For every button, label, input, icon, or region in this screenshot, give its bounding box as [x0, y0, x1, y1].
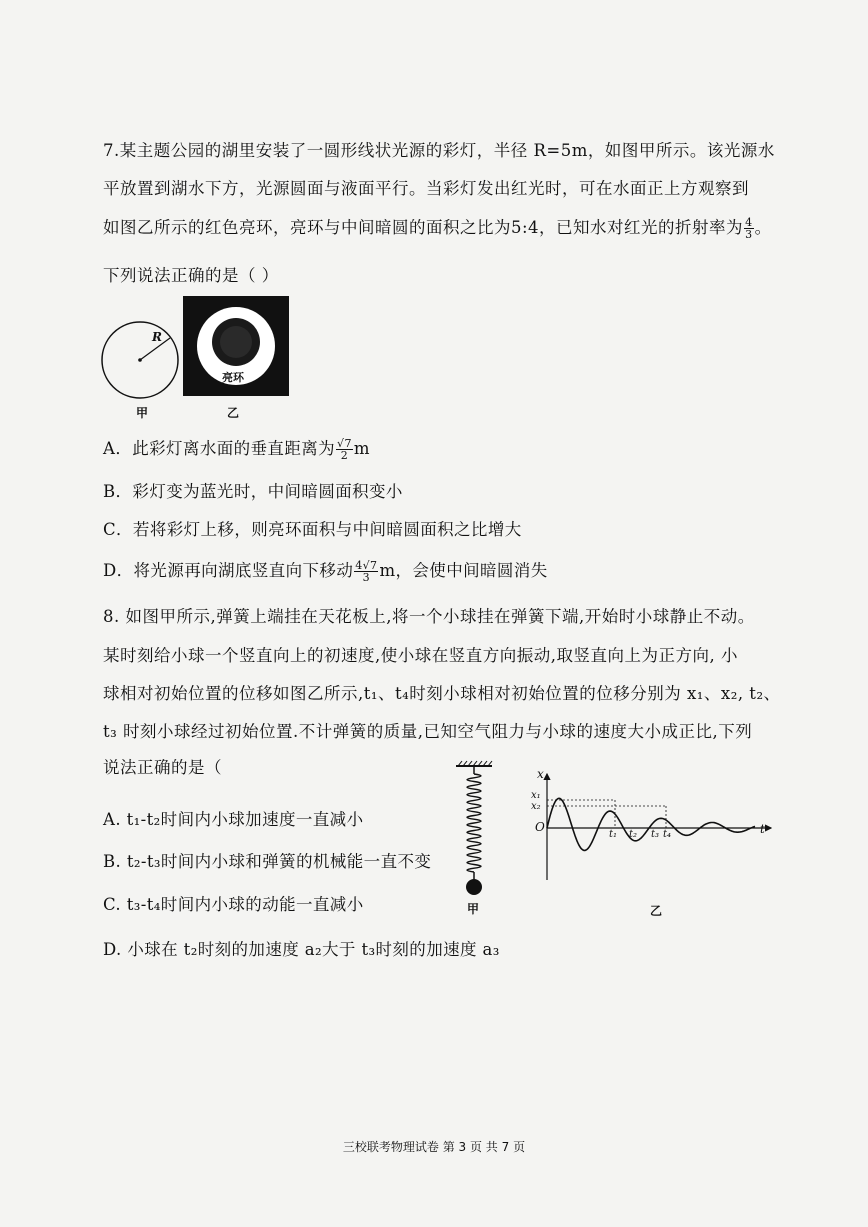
q7-option-c: C．若将彩灯上移，则亮环面积与中间暗圆面积之比增大 — [103, 520, 522, 539]
graph-x1-label: x₁ — [531, 790, 541, 801]
q8-fig-yi-label: 乙 — [650, 904, 663, 918]
refractive-index-denominator: 3 — [745, 228, 753, 241]
spring-coil — [467, 774, 481, 872]
center-point — [138, 358, 142, 362]
page-footer: 三校联考物理试卷 第 3 页 共 7 页 — [342, 1140, 526, 1154]
ring-label: 亮环 — [222, 371, 244, 384]
q7-option-a-text: A．此彩灯离水面的垂直距离为 — [103, 439, 336, 458]
q7-line-3 — [103, 214, 772, 240]
q7-option-d — [103, 557, 548, 583]
graph-t4-label: t₄ — [663, 829, 672, 840]
graph-t-label: t — [760, 822, 765, 836]
q7-line-3-text: 如图乙所示的红色亮环，亮环与中间暗圆的面积之比为5:4，已知水对红光的折射率为 — [103, 218, 744, 237]
q8-fig-jia-label: 甲 — [467, 902, 480, 916]
q7-fig-jia-label: 甲 — [136, 406, 149, 420]
q8-option-d: D. 小球在 t₂时刻的加速度 a₂大于 t₃时刻的加速度 a₃ — [103, 940, 500, 959]
q7-line-1: 7.某主题公园的湖里安装了一圆形线状光源的彩灯，半径 R=5m，如图甲所示。该光源水 — [103, 141, 775, 160]
q8-option-b: B. t₂-t₃时间内小球和弹簧的机械能一直不变 — [103, 852, 432, 871]
graph-t2-label: t₂ — [629, 829, 638, 840]
ball — [466, 879, 482, 895]
graph-t3-label: t₃ — [651, 829, 660, 840]
q7-option-d-text: D．将光源再向湖底竖直向下移动 — [103, 561, 354, 580]
q8-option-a: A. t₁-t₂时间内小球加速度一直减小 — [103, 810, 364, 829]
graph-x2-label: x₂ — [531, 801, 541, 812]
q7-prompt: 下列说法正确的是（ ） — [103, 266, 279, 285]
q7-option-a-denominator: 2 — [340, 449, 349, 462]
q8-line-1: 8. 如图甲所示,弹簧上端挂在天花板上,将一个小球挂在弹簧下端,开始时小球静止不动。 — [103, 607, 755, 626]
graph-x-label: x — [537, 767, 544, 781]
q8-option-c: C. t₃-t₄时间内小球的动能一直减小 — [103, 895, 364, 914]
q8-figure-jia-spring — [452, 760, 496, 900]
q7-option-b: B．彩灯变为蓝光时，中间暗圆面积变小 — [103, 482, 403, 501]
q7-option-a — [103, 435, 370, 461]
refractive-index-numerator: 4 — [745, 216, 753, 229]
q8-figure-yi-graph — [525, 768, 775, 884]
dark-center-inner — [220, 326, 252, 358]
refractive-index-fraction — [744, 217, 754, 240]
radius-label: R — [152, 330, 162, 344]
graph-t1-label: t₁ — [609, 829, 618, 840]
q7-option-a-unit: m — [353, 439, 370, 458]
q7-option-d-fraction — [354, 560, 378, 583]
q7-option-d-denominator: 3 — [362, 571, 371, 584]
q7-line-2: 平放置到湖水下方，光源圆面与液面平行。当彩灯发出红光时，可在水面正上方观察到 — [103, 179, 749, 198]
q7-option-a-fraction — [336, 438, 353, 461]
q8-line-3: 球相对初始位置的位移如图乙所示,t₁、t₄时刻小球相对初始位置的位移分别为 x₁、x₂, t₂、 — [103, 684, 781, 703]
q7-figure-jia-circle — [98, 318, 182, 402]
q8-line-4: t₃ 时刻小球经过初始位置.不计弹簧的质量,已知空气阻力与小球的速度大小成正比,下列 — [103, 722, 753, 741]
graph-origin-label: O — [535, 820, 545, 834]
q7-line-3-end: 。 — [754, 218, 772, 237]
q7-option-d-tail: m，会使中间暗圆消失 — [379, 561, 548, 580]
q7-fig-yi-label: 乙 — [227, 406, 240, 420]
q7-option-a-numerator: √7 — [337, 437, 352, 450]
q8-line-2: 某时刻给小球一个竖直向上的初速度,使小球在竖直方向振动,取竖直向上为正方向, 小 — [103, 646, 738, 665]
q7-option-d-numerator: 4√7 — [355, 559, 378, 572]
q8-prompt: 说法正确的是（ — [103, 758, 222, 777]
